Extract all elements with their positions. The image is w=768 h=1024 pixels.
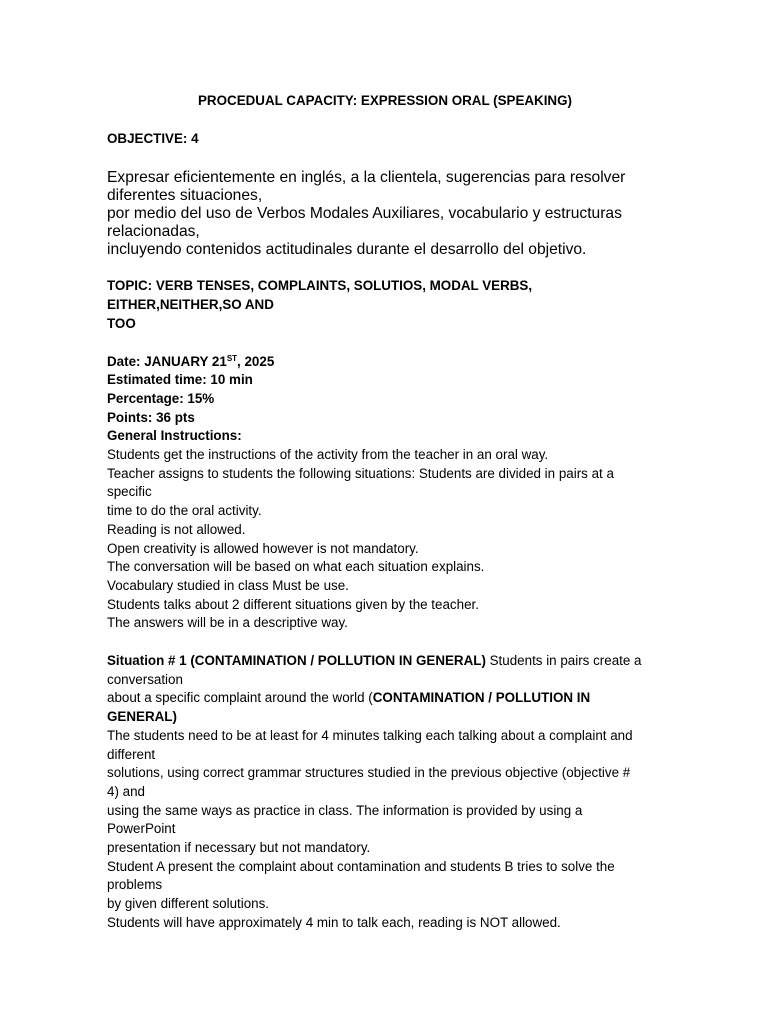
instruction-line: specific: [107, 484, 152, 500]
instruction-line: The answers will be in a descriptive way.: [107, 615, 348, 631]
situation-1-line: problems: [107, 877, 163, 893]
instruction-line: Open creativity is allowed however is not mandatory.: [107, 540, 419, 556]
topic-line: TOO: [107, 315, 136, 331]
details-block: [107, 353, 663, 447]
situation-1-line: [107, 689, 663, 708]
objective-line: Expresar eficientemente en inglés, a la clientela, sugerencias para resolver: [107, 169, 626, 187]
instructions-list: [107, 446, 663, 633]
situation-1-line: using the same ways as practice in class. The information is provided by using a: [107, 802, 583, 818]
situation-1-line: conversation: [107, 671, 183, 687]
situation-1-line: solutions, using correct grammar structures studied in the previous objective (objective #: [107, 765, 631, 781]
objective-label: OBJECTIVE: 4: [107, 130, 199, 146]
instruction-line: Students talks about 2 different situations given by the teacher.: [107, 596, 479, 612]
points: Points: 36 pts: [107, 409, 195, 425]
section-gap: [107, 633, 663, 652]
situation-1-line: PowerPoint: [107, 821, 176, 837]
situation-1-line-bold: CONTAMINATION / POLLUTION IN: [372, 690, 591, 706]
topic-block: [107, 277, 663, 333]
general-instructions-label: General Instructions:: [107, 428, 242, 444]
instruction-line: Students get the instructions of the activity from the teacher in an oral way.: [107, 447, 549, 463]
situation-1-line: different: [107, 746, 156, 762]
objective-line: incluyendo contenidos actitudinales durante el desarrollo del objetivo.: [107, 240, 587, 258]
situation-1-label: Situation # 1 (: [107, 653, 195, 669]
instruction-line: The conversation will be based on what each situation explains.: [107, 559, 485, 575]
objective-line: relacionadas,: [107, 222, 200, 240]
situation-1-topic: CONTAMINATION / POLLUTION IN GENERAL): [194, 653, 486, 669]
situation-1-line: presentation if necessary but not mandatory.: [107, 840, 371, 856]
instruction-line: Vocabulary studied in class Must be use.: [107, 577, 349, 593]
instruction-line: Teacher assigns to students the following situations: Students are divided in pairs at a: [107, 465, 614, 481]
date-superscript: ST: [226, 353, 238, 363]
instruction-line: time to do the oral activity.: [107, 503, 262, 519]
situation-1-line: by given different solutions.: [107, 896, 270, 912]
topic-line: TOPIC: VERB TENSES, COMPLAINTS, SOLUTIOS, MODAL VERBS, EITHER,NEITHER,SO AND: [107, 278, 533, 313]
instruction-line: Reading is not allowed.: [107, 521, 246, 537]
situation-1-line: Student A present the complaint about contamination and students B tries to solve the: [107, 858, 615, 874]
document-title: PROCEDUAL CAPACITY: EXPRESSION ORAL (SPEAKING): [198, 93, 572, 108]
situation-1-line: 4) and: [107, 783, 145, 799]
objective-text: [107, 169, 663, 258]
date-line: [107, 353, 663, 372]
situation-1-line: The students need to be at least for 4 minutes talking each talking about a complaint and: [107, 727, 633, 743]
percentage: Percentage: 15%: [107, 390, 215, 406]
objective-line: diferentes situaciones,: [107, 187, 263, 205]
situation-1-line: Students will have approximately 4 min to talk each, reading is NOT allowed.: [107, 914, 561, 930]
date-suffix: , 2025: [237, 353, 275, 369]
situation-1-heading: [107, 652, 663, 671]
document-content: [107, 92, 663, 933]
objective-line: por medio del uso de Verbos Modales Auxiliares, vocabulario y estructuras: [107, 205, 622, 222]
situation-1-line: GENERAL): [107, 709, 177, 725]
date-prefix: Date: JANUARY 21: [107, 353, 227, 369]
situation-1-heading-rest: Students in pairs create a: [485, 653, 642, 669]
situation-1-line-start: about a specific complaint around the world (: [107, 690, 373, 706]
situation-1-block: [107, 652, 663, 933]
estimated-time: Estimated time: 10 min: [107, 372, 253, 388]
